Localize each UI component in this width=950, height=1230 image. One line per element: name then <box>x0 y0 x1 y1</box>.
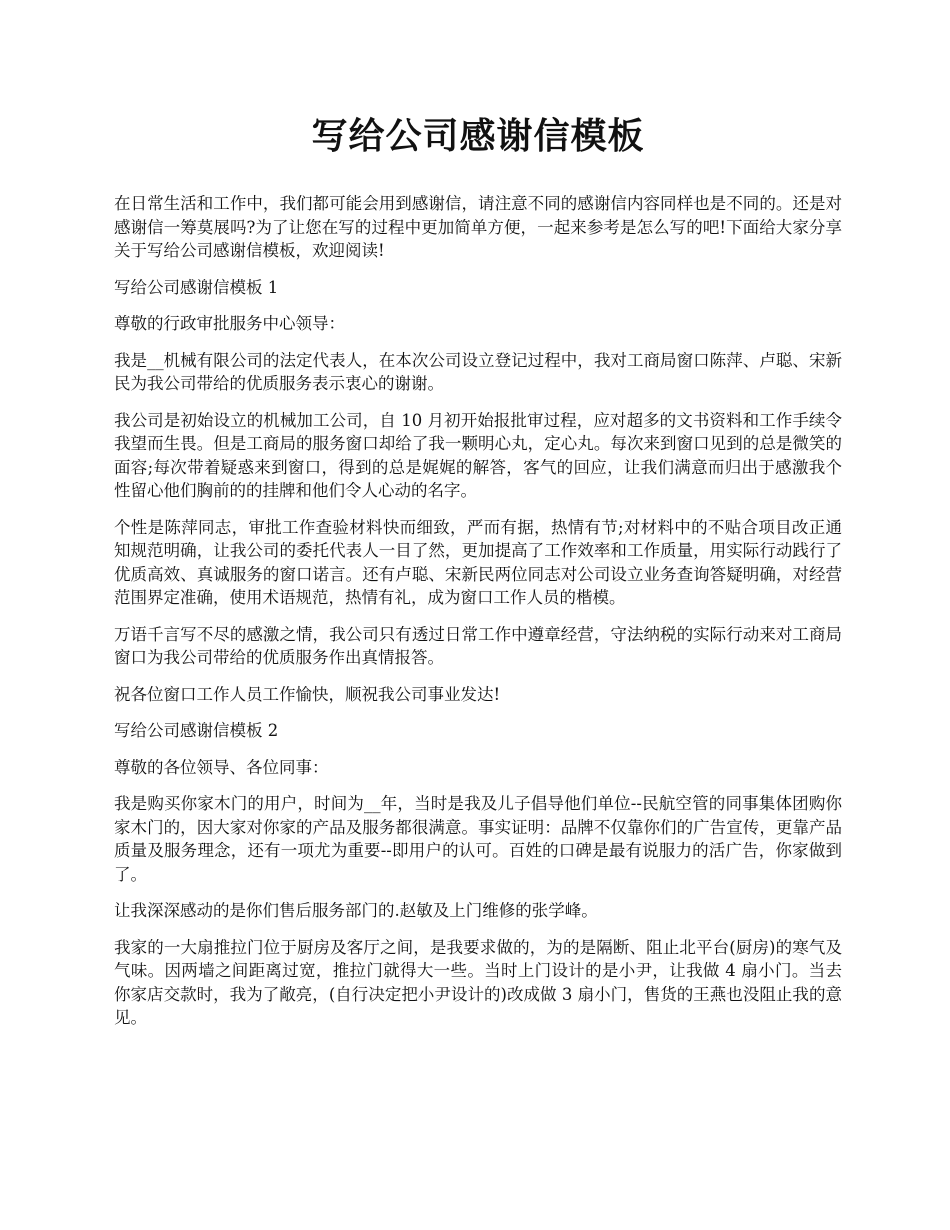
salutation-paragraph: 尊敬的行政审批服务中心领导： <box>114 314 345 333</box>
document-page <box>114 110 842 1043</box>
salutation-paragraph: 尊敬的各位领导、各位同事： <box>114 757 329 777</box>
section-heading-template-2: 写给公司感谢信模板 2 <box>114 721 279 740</box>
body-paragraph: 我是购买你家木门的用户，时间为__年，当时是我及儿子倡导他们单位--民航空管的同事集体团购你家木门的，因大家对你家的产品及服务都很满意。事实证明：品牌不仅靠你们的广告宣传，更靠产品质量及服务理念，还有一项尤为重要--即用户的认可。百姓的口碑是最有说服力的活广告，你家做到了。 <box>114 794 842 884</box>
section-heading-template-1: 写给公司感谢信模板 1 <box>114 277 279 297</box>
body-paragraph: 让我深深感动的是你们售后服务部门的.赵敏及上门维修的张学峰。 <box>114 901 598 920</box>
body-paragraph: 万语千言写不尽的感激之情，我公司只有透过日常工作中遵章经营，守法纳税的实际行动来对工商局窗口为我公司带给的优质服务作出真情报答。 <box>114 624 842 667</box>
body-paragraph: 我公司是初始设立的机械加工公司，自 10 月初开始报批审过程，应对超多的文书资料和工作手续令我望而生畏。但是工商局的服务窗口却给了我一颗明心丸，定心丸。每次来到窗口见到的总是微笑的面容;每次带着疑惑来到窗口，得到的总是娓娓的解答，客气的回应，让我们满意而归出于感激我个性留心他们胸前的的挂牌和他们令人心动的名字。 <box>114 410 842 500</box>
document-title: 写给公司感谢信模板 <box>311 115 645 157</box>
body-paragraph: 我是__机械有限公司的法定代表人，在本次公司设立登记过程中，我对工商局窗口陈萍、卢聪、宋新民为我公司带给的优质服务表示衷心的谢谢。 <box>114 350 842 393</box>
intro-paragraph: 在日常生活和工作中，我们都可能会用到感谢信，请注意不同的感谢信内容同样也是不同的。还是对感谢信一筹莫展吗?为了让您在写的过程中更加简单方便，一起来参考是怎么写的吧!下面给大家分享关于写给公司感谢信模板，欢迎阅读! <box>114 194 842 260</box>
closing-paragraph: 祝各位窗口工作人员工作愉快，顺祝我公司事业发达! <box>114 684 501 704</box>
body-paragraph: 我家的一大扇推拉门位于厨房及客厅之间，是我要求做的，为的是隔断、阻止北平台(厨房)的寒气及气味。因两墙之间距离过宽，推拉门就得大一些。当时上门设计的是小尹，让我做 4 扇小门。当去你家店交款时，我为了敞亮，(自行决定把小尹设计的)改成做 3 扇小门，售货的王燕也没阻止我的意见。 <box>114 937 842 1027</box>
body-paragraph: 个性是陈萍同志，审批工作查验材料快而细致，严而有据，热情有节;对材料中的不贴合项目改正通知规范明确，让我公司的委托代表人一目了然，更加提高了工作效率和工作质量，用实际行动践行了优质高效、真诚服务的窗口诺言。还有卢聪、宋新民两位同志对公司设立业务查询答疑明确，对经营范围界定准确，使用术语规范，热情有礼，成为窗口工作人员的楷模。 <box>114 517 842 607</box>
